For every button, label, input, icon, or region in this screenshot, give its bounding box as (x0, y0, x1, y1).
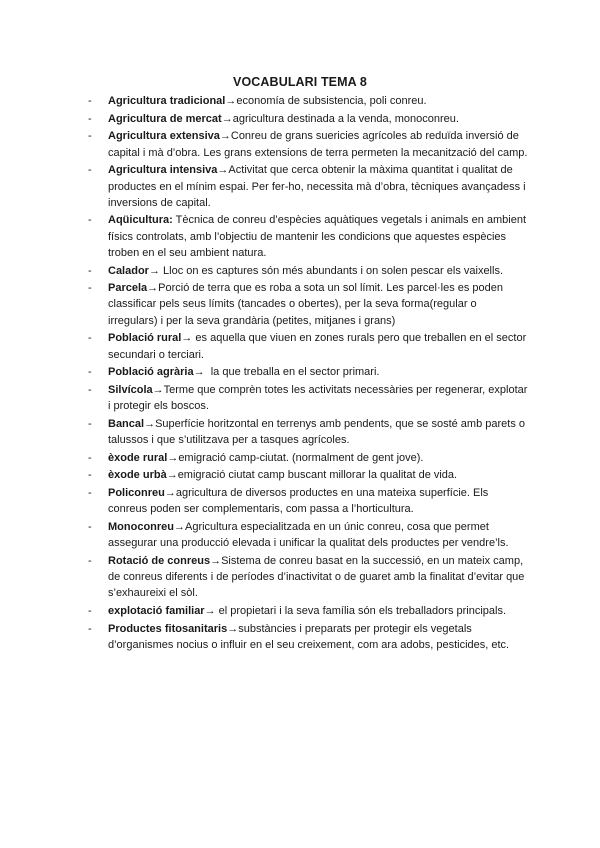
arrow-separator: → (147, 282, 159, 295)
bullet-marker: - (88, 130, 92, 143)
vocabulary-term: Calador (108, 264, 149, 277)
vocabulary-definition: Lloc on es captures són més abundants i on solen pescar els vaixells. (163, 264, 503, 277)
vocabulary-definition: substàncies i preparats per protegir els vegetals d’organismes nocius o influir en el seu creixement, com ara adobs, pesticides, etc. (108, 622, 510, 651)
arrow-separator: → (167, 451, 179, 464)
vocabulary-definition: agricultura de diversos productes en una mateixa superfície. Els conreus poden ser complementaris, com passa a l’horticultura. (108, 487, 489, 516)
vocabulary-term: Població agrària (108, 366, 194, 379)
vocabulary-definition: Conreu de grans suericies agrícoles ab reduïda inversió de capital i mà d’obra. Les grans extensions de terra permeten la mecanització del camp. (108, 130, 528, 159)
arrow-separator: → (204, 605, 219, 618)
bullet-marker: - (88, 417, 92, 430)
bullet-marker: - (88, 95, 92, 107)
arrow-separator: → (221, 112, 233, 125)
arrow-separator: → (174, 521, 185, 534)
vocabulary-term: Bancal (108, 417, 145, 430)
vocabulary-definition: agricultura destinada a la venda, monoconreu. (232, 112, 459, 125)
vocabulary-term: Silvícola (108, 383, 153, 396)
vocabulary-term: Agricultura de mercat (108, 112, 222, 125)
arrow-separator: → (193, 366, 211, 379)
vocabulary-term: Productes fitosanitaris (108, 622, 228, 635)
bullet-marker: - (88, 112, 92, 125)
vocabulary-item (88, 111, 528, 127)
vocabulary-term: Població rural (108, 332, 182, 345)
bullet-marker: - (88, 487, 92, 500)
vocabulary-definition: la que treballa en el sector primari. (210, 366, 380, 379)
vocabulary-item (88, 467, 528, 483)
vocabulary-definition: Activitat que cerca obtenir la màxima quantitat i qualitat de productes en el mínim espai. Per fer-ho, necessita mà d’obra, tècniques avançadess i inversions de capital. (108, 164, 526, 209)
vocabulary-definition: economía de subsistencia, poli conreu. (236, 95, 427, 107)
bullet-marker: - (88, 264, 92, 277)
vocabulary-item (88, 621, 528, 653)
vocabulary-definition: Porció de terra que es roba a sota un sol límit. Les parcel·les es poden classificar pels seus límits (tancades o obertes), per la seva forma(regular o irregulars) i per la seva grandària (petites, mitjanes i grans) (108, 282, 504, 327)
vocabulary-definition: Agricultura especialitzada en un únic conreu, cosa que permet assegurar una producció elevada i unificar la qualitat dels productes per vendre’ls. (108, 521, 509, 550)
vocabulary-definition: es aquella que viuen en zones rurals pero que treballen en el sector secundari o terciari. (108, 332, 527, 361)
arrow-separator: → (217, 164, 229, 177)
arrow-separator: → (148, 264, 164, 277)
bullet-marker: - (88, 521, 92, 534)
arrow-separator: → (164, 487, 176, 500)
vocabulary-definition: emigració camp-ciutat. (normalment de gent jove). (178, 451, 424, 464)
vocabulary-item (88, 330, 528, 362)
vocabulary-item (88, 485, 528, 517)
bullet-marker: - (88, 164, 92, 177)
vocabulary-list (88, 93, 528, 655)
vocabulary-definition: el propietari i la seva família són els treballadors principals. (218, 605, 507, 618)
vocabulary-definition: Sistema de conreu basat en la successió, en un mateix camp, de conreus diferents i de períodes d’inactivitat o de guaret amb la finalitat d’evitar que s’exhaureixi el sòl. (108, 554, 525, 600)
bullet-marker: - (88, 366, 92, 379)
arrow-separator: → (227, 622, 239, 635)
bullet-marker: - (88, 451, 92, 464)
vocabulary-term: Rotació de conreus (108, 554, 211, 567)
arrow-separator: → (219, 130, 231, 143)
vocabulary-item (88, 450, 528, 466)
vocabulary-definition: Superfície horitzontal en terrenys amb pendents, que se sosté amb parets o talussos i que s’utilitzava per a tasques agrícoles. (108, 417, 526, 447)
bullet-marker: - (88, 383, 92, 396)
vocabulary-item (88, 263, 528, 279)
arrow-separator: → (181, 332, 196, 345)
vocabulary-item (88, 382, 528, 414)
bullet-marker: - (88, 214, 92, 227)
vocabulary-item (88, 553, 528, 602)
vocabulary-term: èxode urbà (108, 469, 167, 482)
vocabulary-definition: Terme que comprèn totes les activitats necessàries per regenerar, explotar i protegir els boscos. (108, 383, 528, 413)
vocabulary-term: Aqüicultura: (108, 214, 173, 227)
vocabulary-item (88, 162, 528, 211)
vocabulary-term: Parcela (108, 282, 148, 295)
arrow-separator: → (225, 95, 237, 107)
vocabulary-item (88, 212, 528, 261)
vocabulary-item (88, 280, 528, 329)
vocabulary-item (88, 519, 528, 551)
vocabulary-term: Policonreu (108, 487, 165, 500)
arrow-separator: → (166, 469, 178, 482)
bullet-marker: - (88, 605, 92, 618)
arrow-separator: → (210, 554, 222, 567)
arrow-separator: → (152, 383, 164, 396)
bullet-marker: - (88, 622, 92, 635)
vocabulary-item (88, 364, 528, 380)
vocabulary-definition: emigració ciutat camp buscant millorar la qualitat de vida. (177, 469, 458, 482)
bullet-marker: - (88, 469, 92, 482)
bullet-marker: - (88, 282, 92, 295)
bullet-marker: - (88, 554, 92, 567)
vocabulary-term: Agricultura extensiva (108, 130, 220, 143)
vocabulary-item (88, 93, 528, 109)
bullet-marker: - (88, 332, 92, 345)
vocabulary-term: èxode rural (108, 451, 168, 464)
document-title: VOCABULARI TEMA 8 (233, 75, 367, 89)
vocabulary-definition: Tècnica de conreu d’espècies aquàtiques vegetals i animals en ambient físics controlats, amb l’objectiu de mantenir les condicions que aquestes espècies troben en el seu ambient natura. (108, 214, 527, 259)
vocabulary-term: Agricultura tradicional (108, 95, 226, 107)
vocabulary-item (88, 603, 528, 619)
vocabulary-term: Monoconreu (108, 521, 174, 534)
vocabulary-term: Agricultura intensiva (108, 164, 218, 177)
vocabulary-item (88, 416, 528, 448)
arrow-separator: → (144, 417, 156, 430)
vocabulary-item (88, 128, 528, 160)
vocabulary-term: explotació familiar (108, 605, 205, 618)
